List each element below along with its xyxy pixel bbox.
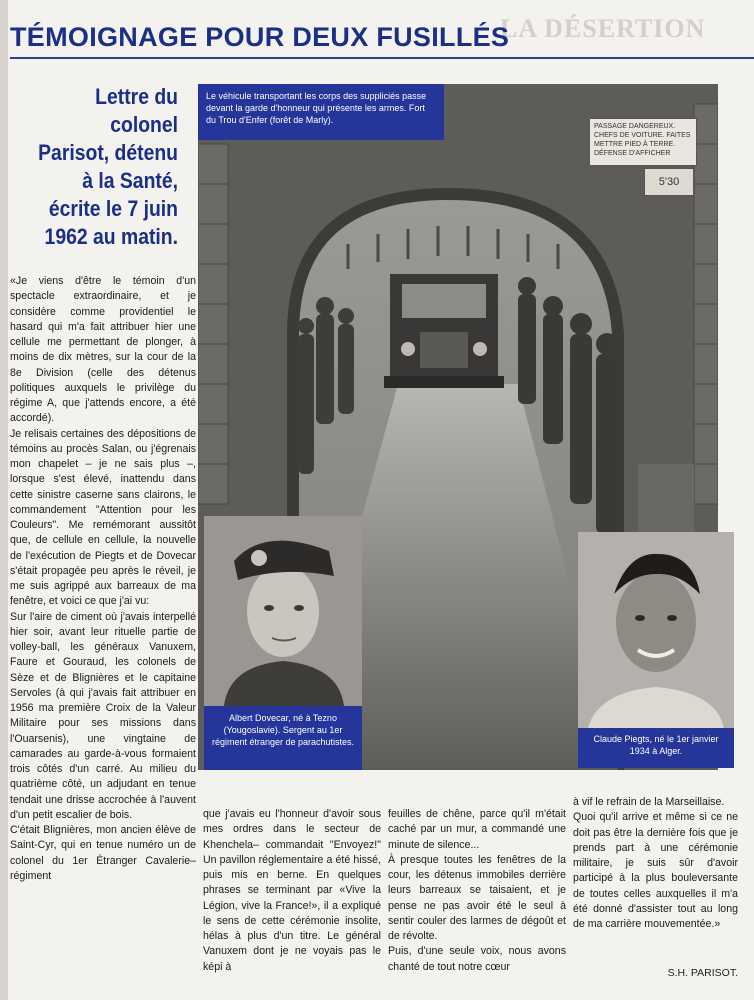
column-4-paragraph: Quoi qu'il arrive et même si ce ne doit pas être la dernière fois que je prends part à une cérémonie militaire, je suis sûr d'avoir participé à la plus bouleversante de toutes celles auxquelles il m'a été donné d'assister tout au long de ma carrière mouvementée.» <box>573 811 738 930</box>
column-4-paragraph: à vif le refrain de la Marseillaise. <box>573 796 725 808</box>
author-signature: S.H. PARISOT. <box>667 967 738 979</box>
column-1-paragraph: Sur l'aire de ciment où j'avais interpellé hier soir, avant leur rituelle partie de volley-ball, les généraux Vanuxem, Faure et Gouraud, les colonels de Sèze et de Blignières et le capitaine Servoles (à qui j'avais fait attribuer en 1956 ma première Croix de la Valeur Militaire pour ses missions dans l'Ouarsenis), une vingtaine de camarades au garde-à-vous formaient trois côtés d'un carré. Au milieu du quatrième côté, un adjudant en tenue tendait une drisse accrochée à l'auvent d'un petit escalier de bois. <box>10 610 196 821</box>
column-3-paragraph: À presque toutes les fenêtres de la cour, les détenus immobiles derrière leurs barreaux se taisaient, et je pense ne pas avoir été le seul à sentir couler des larmes de dégoût et de révolte. <box>388 853 566 942</box>
article-column-4 <box>573 795 738 965</box>
portrait-piegts-caption: Claude Piegts, né le 1er janvier 1934 à Alger. <box>578 728 734 768</box>
article-headline: Lettre du colonel Parisot, détenu à la Santé, écrite le 7 juin 1962 au matin. <box>38 84 179 249</box>
portrait-piegts-illustration <box>578 532 734 728</box>
column-1-paragraph: C'était Blignières, mon ancien élève de Saint-Cyr, qui en tenue numéro un de colonel du 1er Étranger Cavalerie– régiment <box>10 824 196 882</box>
page-title: TÉMOIGNAGE POUR DEUX FUSILLÉS <box>10 22 510 52</box>
portrait-piegts <box>578 532 734 728</box>
column-1-paragraph: «Je viens d'être le témoin d'un spectacle extraordinaire, et je considère comme providentiel le hasard qui m'a fait attribuer hier une cellule me permettant de plonger, à moins de dix mètres, sur la cour de la 8e Division (celle des détenus politiques auxquels le privilège du régime A, que j'attends encore, a été accordé). <box>10 275 196 425</box>
article-column-1 <box>10 274 196 994</box>
portrait-dovecar-illustration <box>204 516 362 706</box>
next-page-title: LA DÉSERTION <box>500 14 706 43</box>
time-sign: 5'30 <box>644 168 694 196</box>
portrait-dovecar-caption: Albert Dovecar, né à Tezno (Yougoslavie). Sergent au 1er régiment étranger de parachutistes. <box>204 706 362 770</box>
article-column-3 <box>388 807 566 997</box>
column-2-paragraph: que j'avais eu l'honneur d'avoir sous mes ordres dans le secteur de Khenchela– commandait "Envoyez!" Un pavillon réglementaire a été hissé, puis mis en berne. En quelques phrases se terminant par «Vive la Légion, vive la France!», il a expliqué le sens de cette cérémonie insolite, hélas à plus d'un titre. Le général Vanuxem dont je ne voyais pas le képi à <box>203 808 381 973</box>
main-photo-caption: Le véhicule transportant les corps des suppliciés passe devant la garde d'honneur qui présente les armes. Fort du Trou d'Enfer (forêt de Marly). <box>198 84 444 140</box>
article-column-2 <box>203 807 381 997</box>
portrait-dovecar <box>204 516 362 706</box>
column-1-paragraph: Je relisais certaines des dépositions de témoins au procès Salan, ou j'égrenais mon chapelet – je ne sais plus –, lorsque s'est élevé, inattendu dans cette sinistre caserne sans clairons, le commandement "Attention pour les Couleurs". Me remémorant aussitôt que, de cellule en cellule, la nouvelle de l'exécution de Piegts et de Dovecar s'était propagée peu après le réveil, je me suis agrippé aux barreaux de ma fenêtre, et voici ce que j'ai vu: <box>10 427 196 608</box>
warning-sign-board: PASSAGE DANGEREUX. CHEFS DE VOITURE. FAITES METTRE PIED À TERRE. DÉFENSE D'AFFICHER <box>589 118 697 166</box>
column-3-paragraph: feuilles de chêne, parce qu'il m'était caché par un mur, a commandé une minute de silence... <box>388 808 566 851</box>
column-3-paragraph: Puis, d'une seule voix, nous avons chanté de tout notre cœur <box>388 945 566 973</box>
truck <box>384 274 504 388</box>
title-rule <box>10 57 754 59</box>
page-binding-edge <box>0 0 8 1000</box>
